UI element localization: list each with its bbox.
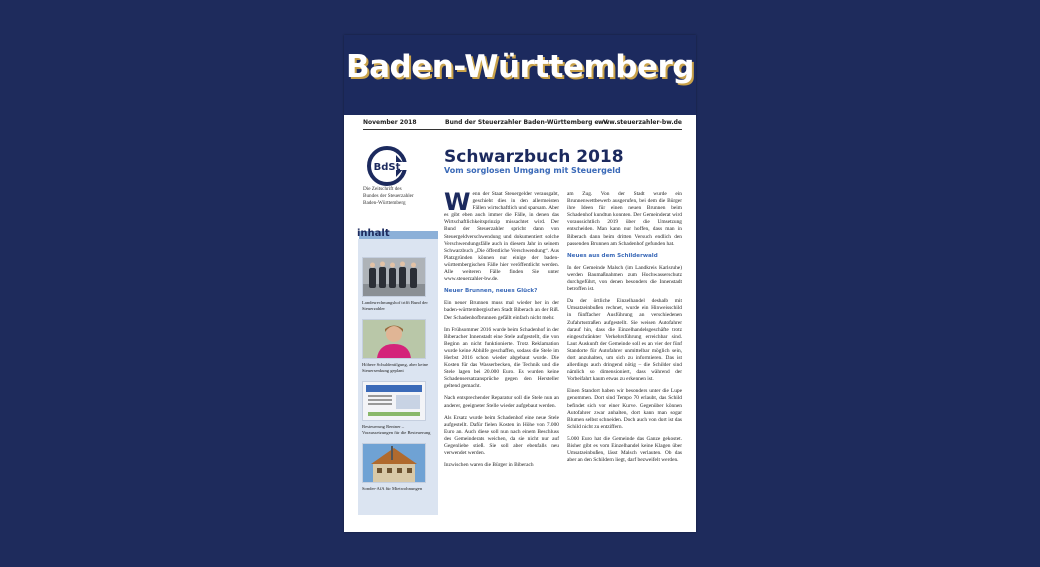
paragraph: 5.000 Euro hat die Gemeinde das Ganze gekostet. Bisher gibt es vom Einzelhandel keine Klagen über Umsatzeinbußen, lässt Malsch verlauten. Ob das aber an den Schildern liegt, darf bezweifelt werden. bbox=[567, 435, 682, 464]
tagline-line: Baden-Württemberg bbox=[363, 200, 406, 206]
info-bar bbox=[363, 119, 682, 129]
magazine-page bbox=[344, 35, 696, 532]
drop-cap: W bbox=[444, 188, 471, 216]
website-link[interactable]: www.steuerzahler-bw.de bbox=[598, 119, 682, 126]
portrait-photo-icon[interactable] bbox=[362, 319, 426, 359]
article-column-1 bbox=[444, 188, 559, 474]
logo-text: BdSt bbox=[373, 162, 401, 173]
magazine-tagline bbox=[363, 186, 435, 207]
article-headline: Schwarzbuch 2018 bbox=[444, 147, 624, 167]
contents-sidebar bbox=[358, 239, 438, 515]
paragraph: am Zug. Von der Stadt wurde ein Brunnenwettbewerb ausgerufen, bei dem die Bürger ihre Ideen für einen neuen Brunnen beim Schadenhof kundtun konnten. Der Gemeinderat wird voraussichtlich 2019 über die Umsetzung entscheiden. Man kann nur hoffen, dass man in Biberach dann beim dritten Versuch endlich den passenden Brunnen am Schadenhof gefunden hat. bbox=[567, 191, 682, 247]
paragraph: Nach entsprechender Reparatur soll die Stele nun an anderer, geeigneter Stelle wieder aufgebaut werden. bbox=[444, 395, 559, 409]
issue-date: November 2018 bbox=[363, 119, 417, 126]
document-photo-icon[interactable] bbox=[362, 381, 426, 421]
section-heading: Neuer Brunnen, neues Glück? bbox=[444, 288, 538, 295]
header-rule bbox=[363, 129, 682, 130]
bdst-logo-icon bbox=[366, 145, 408, 187]
group-photo-icon[interactable] bbox=[362, 257, 426, 297]
paragraph: In der Gemeinde Malsch (im Landkreis Karlsruhe) werden Baumaßnahmen zum Hochwasserschutz durchgeführt, von denen besonders die Innenstadt betroffen ist. bbox=[567, 264, 682, 293]
article-subhead: Vom sorglosen Umgang mit Steuergeld bbox=[444, 166, 621, 175]
publisher-name: Bund der Steuerzahler Baden-Württemberg e. V. bbox=[445, 119, 610, 126]
section-heading: Neues aus dem Schilderwald bbox=[567, 252, 658, 259]
paragraph: Wenn der Staat Steuergelder verausgabt, geschieht dies in den allermeisten Fällen wirtschaftlich und sparsam. Aber es gibt eben auch immer die Fälle, in denen das Wirtschaftlichkeitsprinzip missachtet wird. Der Bund der Steuerzahler spricht dann von Steuergeldverschwendung und dokumentiert solche Verschwendungsfälle auch in diesem Jahr in seinem Schwarzbuch „Die öffentliche Verschwendung“. Aus Platzgründen können nur einige der baden-württembergischen Fälle hier veröffentlicht werden. Alle weiteren Fälle finden Sie unter www.steuerzahler-bw.de. bbox=[444, 188, 559, 283]
paragraph: Einen Standort haben wir besonders unter die Lupe genommen. Dort sind Tempo 70 erlaubt, das Schild befindet sich vor einer Kurve. Gegenüber können Autofahrer zwar anhalten, dort kann man sogar Blumen selbst schneiden. Doch auch von dort ist das Schild nicht zu entziffern. bbox=[567, 388, 682, 430]
contents-item-caption[interactable]: Besteuerung Rentner – Voraussetzungen für die Besteuerung bbox=[362, 424, 431, 435]
paragraph: Als Ersatz wurde beim Schadenhof eine neue Stele aufgestellt. Dafür fielen Kosten in Höhe von 7.000 Euro an. Auch diese soll nun nach einem Beschluss des Gemeinderats weichen, da sie nicht nur auf Gegenliebe stieß. Sie soll aber ebenfalls neu verwendet werden. bbox=[444, 414, 559, 457]
contents-item-caption[interactable]: Sonder-AfA für Mietwohnungen bbox=[362, 486, 423, 491]
contents-item-caption[interactable]: Höhere Schuldentilgung, aber keine Steuersenkung geplant bbox=[362, 362, 429, 373]
paragraph: Inzwischen waren die Bürger in Biberach bbox=[444, 462, 534, 469]
paragraph: Im Frühsommer 2016 wurde beim Schadenhof in der Biberacher Innenstadt eine Stele aufgestellt, die von Beginn an nicht funktionierte. Trotz Reklamation wurde keine Abhilfe geschaffen, sodass die Stele im Herbst 2016 schon wieder abgebaut wurde. Die Kosten für das Wasserbecken, die Technik und die Stele lagen bei 20.000 Euro. Es wurden keine Schadensersatzansprüche gegen den Hersteller geltend gemacht. bbox=[444, 326, 559, 390]
paragraph: Da der örtliche Einzelhandel deshalb mit Umsatzeinbußen rechnet, wurde ein Hinweisschild in fünffacher Ausführung an verschiedenen Zufahrtsstraßen aufgestellt. Sie weisen Autofahrer darauf hin, dass die Einzelhandelsgeschäfte trotz eingeschränkter Verkehrsführung erreichbar sind. Laut Auskunft der Gemeinde soll es an vier der fünf Standorte für Autofahrer unmittelbar möglich sein, dort anzuhalten, um sich zu informieren. Das ist allerdings auch dringend nötig – die Schilder sind nämlich so dimensioniert, dass während der Vorbeifahrt kaum etwas zu erkennen ist. bbox=[567, 298, 682, 383]
masthead-title: Baden-Württemberg bbox=[345, 49, 694, 85]
contents-item-caption[interactable]: Landesrechnungshof trifft Bund der Steuerzahler bbox=[362, 300, 428, 311]
tagline-line: Die Zeitschrift des bbox=[363, 186, 402, 192]
tagline-line: Bundes der Steuerzahler bbox=[363, 193, 414, 199]
article-column-2 bbox=[567, 191, 682, 469]
contents-heading: inhalt bbox=[357, 228, 390, 239]
paragraph: Ein neuer Brunnen muss mal wieder her in der baden-württembergischen Stadt Biberach an der Riß. Der Schadenhofbrunnen gefällt einfach nicht mehr. bbox=[444, 300, 559, 321]
masthead bbox=[344, 35, 696, 117]
building-photo-icon[interactable] bbox=[362, 443, 426, 483]
